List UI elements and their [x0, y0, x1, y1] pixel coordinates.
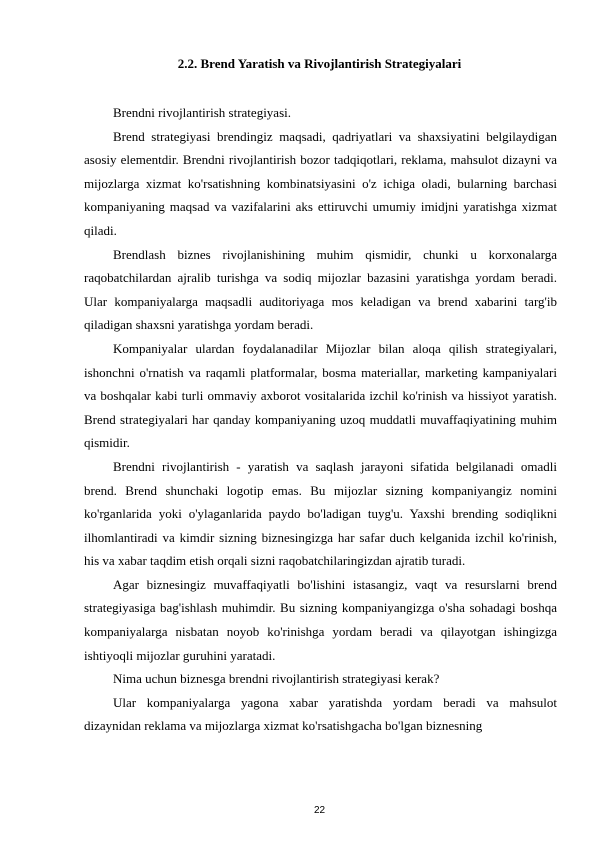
paragraph: Brendni rivojlantirish - yaratish va saqlash jarayoni sifatida belgilanadi omadli brend. Brend shunchaki logotip emas. Bu mijozlar sizning kompaniyangiz nomini ko'rganlarida yoki o'ylaganlarida paydo bo'ladigan tuyg'u. Yaxshi brending sodiqlikni ilhomlantiradi va kimdir sizning biznesingizga har safar duch kelganida izchil ko'rinish, his va xabar taqdim etish orqali sizni raqobatchilaringizdan ajratib turadi.: [84, 458, 557, 569]
paragraph: Agar biznesingiz muvaffaqiyatli bo'lishini istasangiz, vaqt va resurslarni brend strategiyasiga bag'ishlash muhimdir. Bu sizning kompaniyangizga o'sha sohadagi boshqa kompaniyalarga nisbatan noyob ko'rinishga yordam beradi va qilayotgan ishingizga ishtiyoqli mijozlar guruhini yaratadi.: [84, 576, 557, 663]
page-number: 22: [313, 805, 326, 816]
section-title: 2.2. Brend Yaratish va Rivojlantirish Strategiyalari: [177, 56, 462, 71]
paragraph: Kompaniyalar ulardan foydalanadilar Mijozlar bilan aloqa qilish strategiyalari, ishonchni o'rnatish va raqamli platformalar, bosma materiallar, marketing kampaniyalari va boshqalar kabi turli ommaviy axborot vositalarida izchil ko'rinish va hissiyot yaratish. Brend strategiyalari har qanday kompaniyaning uzoq muddatli muvaffaqiyatining muhim qismidir.: [84, 340, 557, 451]
paragraph-intro: Brendni rivojlantirish strategiyasi.: [113, 105, 291, 120]
paragraph: Brendlash biznes rivojlanishining muhim qismidir, chunki u korxonalarga raqobatchilardan ajralib turishga va sodiq mijozlar bazasini yaratishga yordam beradi. Ular kompaniyalarga maqsadli auditoriyaga mos keladigan va brend xabarini targ'ib qiladigan shaxsni yaratishga yordam beradi.: [84, 246, 557, 333]
body-text: [84, 101, 557, 738]
paragraph: Ular kompaniyalarga yagona xabar yaratishda yordam beradi va mahsulot dizaynidan reklama va mijozlarga xizmat ko'rsatishgacha bo'lgan biznesning: [84, 694, 557, 734]
paragraph: Brend strategiyasi brendingiz maqsadi, qadriyatlari va shaxsiyatini belgilaydigan asosiy elementdir. Brendni rivojlantirish bozor tadqiqotlari, reklama, mahsulot dizayni va mijozlarga xizmat ko'rsatishning kombinatsiyasini o'z ichiga oladi, bularning barchasi kompaniyaning maqsad va vazifalarini aks ettiruvchi umumiy imidjni yaratishga xizmat qiladi.: [84, 128, 557, 238]
paragraph-question: Nima uchun biznesga brendni rivojlantirish strategiyasi kerak?: [113, 671, 440, 687]
